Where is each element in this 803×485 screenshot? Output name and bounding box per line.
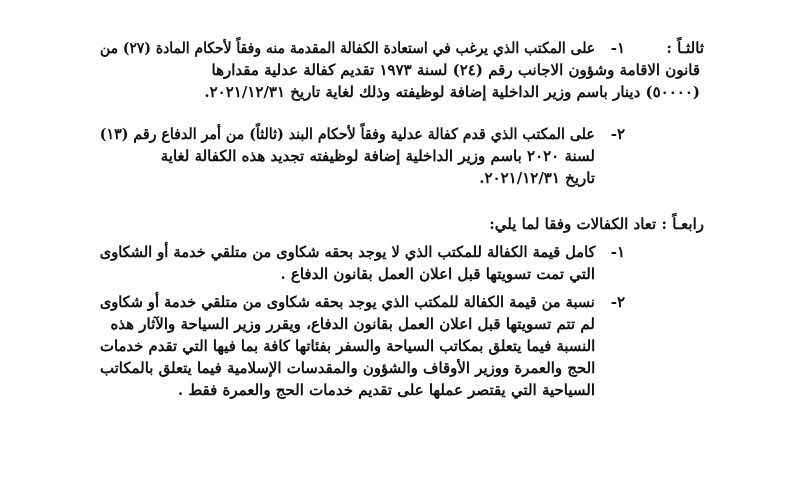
section-4-item-2-line-1: نسبة من قيمة الكفالة للمكتب الذي يوجد بحقه شكاوى من متلقي خدمة أو شكاوى bbox=[99, 293, 595, 311]
section-4-item-2-number: ٢- bbox=[610, 293, 625, 311]
section-3-item-1-line-1: على المكتب الذي يرغب في استعادة الكفالة المقدمة منه وفقاً لأحكام المادة (٢٧) من bbox=[99, 39, 595, 57]
section-4-item-2-line-4: الحج والعمرة ووزير الأوقاف والشؤون والمقدسات الإسلامية فيما يتعلق بالمكاتب bbox=[99, 359, 595, 377]
section-4-item-1-line-1: كامل قيمة الكفالة للمكتب الذي لا يوجد بحقه شكاوى من متلقي خدمة أو الشكاوى bbox=[99, 243, 595, 261]
section-4-item-2-line-2: لم تتم تسويتها قبل اعلان العمل بقانون الدفاع، ويقرر وزير السياحة والآثار هذه bbox=[110, 315, 595, 333]
section-3-item-2-line-3: تاريخ ٢٠٢١/١٢/٣١. bbox=[479, 169, 595, 187]
section-4-item-2-line-5: السياحية التي يقتصر عملها على تقديم خدمات الحج والعمرة فقط . bbox=[177, 381, 595, 399]
section-4-item-1-line-2: التي تمت تسويتها قبل اعلان العمل بقانون الدفاع . bbox=[280, 265, 595, 283]
section-3-item-1-line-3: (٥٠٠٠٠) دينار باسم وزير الداخلية إضافة لوظيفته وذلك لغاية تاريخ ٢٠٢١/١٢/٣١. bbox=[204, 83, 700, 101]
section-3-heading: ثالثـاً : bbox=[666, 39, 704, 57]
section-4-heading: رابعـاً : تعاد الكفالات وفقا لما يلي: bbox=[489, 215, 704, 233]
section-3-item-2-line-1: على المكتب الذي قدم كفالة عدلية وفقاً لأحكام البند (ثالثاً) من أمر الدفاع رقم (١٣) bbox=[99, 125, 595, 143]
section-3-item-2-number: ٢- bbox=[610, 125, 625, 143]
section-4-item-1-number: ١- bbox=[610, 243, 625, 261]
section-4-item-2-line-3: النسبة فيما يتعلق بمكاتب السياحة والسفر بفئاتها كافة بما فيها التي تقدم خدمات bbox=[99, 337, 595, 355]
section-3-item-1-line-2: قانون الاقامة وشؤون الاجانب رقم (٢٤) لسنة ١٩٧٣ تقديم كفالة عدلية مقدارها bbox=[211, 61, 700, 79]
section-3-item-2-line-2: لسنة ٢٠٢٠ باسم وزير الداخلية إضافة لوظيفته تجديد هذه الكفالة لغاية bbox=[160, 147, 595, 165]
section-3-item-1-number: ١- bbox=[610, 39, 625, 57]
